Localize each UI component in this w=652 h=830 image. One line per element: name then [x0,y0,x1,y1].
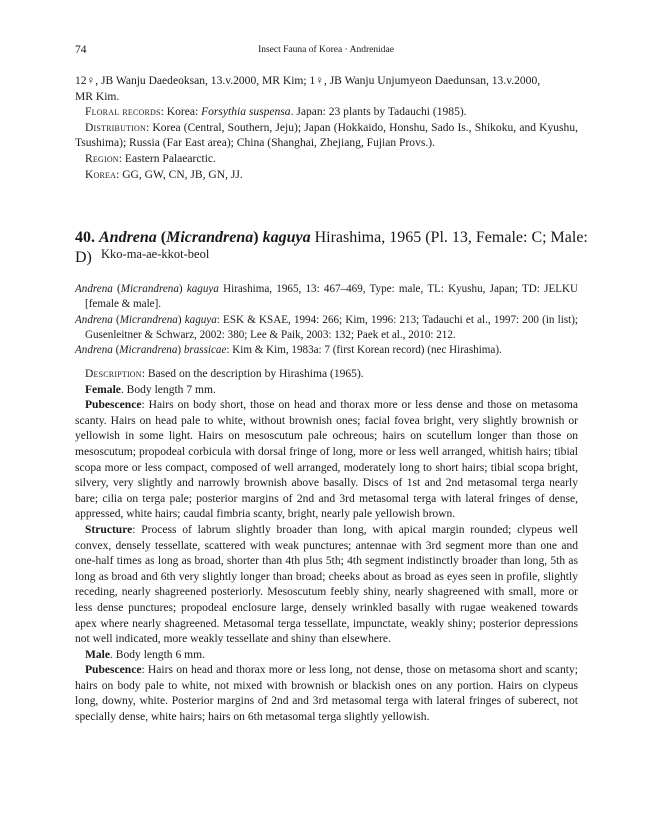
distribution-label: Distribution [85,121,146,134]
species-genus: Andrena [99,229,157,246]
species-subgenus: Micrandrena [166,229,254,246]
female-label: Female [85,383,121,396]
pubescence-label: Pubescence [85,399,142,412]
species-author-plate: Hirashima, 1965 (Pl. 13, Female: C; Male: D) [75,229,588,266]
records-line-2: MR Kim. [75,90,120,103]
syn-epithet: kaguya [184,313,217,326]
syn-text: : Kim & Kim, 1983a: 7 (first Korean record) (nec Hirashima). [226,344,502,357]
running-header: Insect Fauna of Korea · Andrenidae [258,45,394,55]
korea-provinces [75,168,578,184]
korean-common-name: Kko-ma-ae-kkot-beol [101,247,210,261]
floral-prefix: : Korea: [160,106,202,119]
region [75,152,578,168]
structure-text: : Process of labrum slightly broader than long, with apical margin rounded; clypeus well convex, densely tessellate, scattered with weak punctures; antennae with 3rd segment more than one and one-half times as long as broad, shorter than 4th plus 5th; 4th segment indistinctly broader than long, 5th as long as broad and 6th very slightly longer than broad; cheeks about as broad as eyes seen in profile, slightly receding, nearly shagreened posteriorly. Mesoscutum feebly shiny, nearly shagreened with small, more or less dense punctures; propodeal enclosure large, densely wrinkled basally with rugae weakened towards apex where nearly shagreened. Metasomal terga tessellate, impunctate, weakly shiny; posterior depressions not well indicated, more weakly tessellate and shiny than elsewhere. [75,523,578,646]
region-text: : Eastern Palaearctic. [118,152,216,165]
syn-subgenus: Micrandrena [119,344,178,357]
male-label: Male [85,648,111,661]
syn-text: : ESK & KSAE, 1994: 266; Kim, 1996: 213; Tadauchi et al., 1997: 200 (in list); Gusenleitner & Schwarz, 2002: 380; Lee & Paik, 2003: 132; Paek et al., 2010: 212. [85,313,578,341]
syn-subgenus: Micrandrena [119,313,178,326]
synonymy-entry: Andrena (Micrandrena) kaguya: ESK & KSAE, 1994: 266; Kim, 1996: 213; Tadauchi et al., 1997: 200 (in list); Gusenleitner & Schwarz, 2002: 380; Lee & Paik, 2003: 132; Paek et al., 2010: 212. [75,313,578,341]
korea-text: : GG, GW, CN, JB, GN, JJ. [116,168,243,181]
male-heading [75,648,578,664]
male-pubescence [75,663,578,725]
female-heading [75,383,578,399]
description-intro [75,367,578,383]
species-heading: 40. Andrena (Micrandrena) kaguya Hirashima, 1965 (Pl. 13, Female: C; Male: D) [75,229,588,266]
structure-label: Structure [85,523,133,536]
species-description [75,367,578,726]
male-pubescence-label: Pubescence [85,664,142,677]
species-epithet: kaguya [262,229,311,246]
syn-genus: Andrena [75,283,113,295]
page-number: 74 [75,44,87,56]
syn-epithet: kaguya [186,283,219,295]
description-text: : Based on the description by Hirashima (1965). [141,368,364,380]
floral-rest: . Japan: 23 plants by Tadauchi (1985). [290,106,467,119]
syn-epithet: brassicae [183,344,227,357]
description-label: Description [85,368,142,380]
records-line-1: 12♀, JB Wanju Daedeoksan, 13.v.2000, MR Kim; 1♀, JB Wanju Unjumyeon Daedunsan, 13.v.2000, [75,75,541,87]
female-pubescence [75,398,578,523]
region-label: Region [85,152,119,165]
syn-text: Hirashima, 1965, 13: 467–469, Type: male, TL: Kyushu, Japan; TD: JELKU [female & male]. [85,283,579,311]
male-pubescence-text: : Hairs on head and thorax more or less long, not dense, those on metasoma short and scanty; hairs on body pale to white, not mixed with brownish or blackish ones on any portion. Hairs on clypeus long, downy, white. Posterior margins of 2nd and 3rd metasomal terga with lateral fringes of suberect, not specially dense, white hairs; hairs on 6th metasomal terga slightly yellowish. [75,664,578,724]
syn-genus: Andrena [75,344,113,357]
synonymy-entry: Andrena (Micrandrena) brassicae: Kim & Kim, 1983a: 7 (first Korean record) (nec Hirashima). [75,344,502,357]
synonymy-entry: Andrena (Micrandrena) kaguya Hirashima, 1965, 13: 467–469, Type: male, TL: Kyushu, Japan; TD: JELKU [female & male]. [75,283,579,311]
floral-label: Floral records [85,106,161,119]
syn-genus: Andrena [75,313,113,326]
male-text: . Body length 6 mm. [110,648,205,661]
species-number: 40. [75,229,95,246]
pubescence-text: : Hairs on body short, those on head and thorax more or less dense and those on metasoma scanty. Hairs on head pale to white, without brownish ones; facial fovea bright, very slightly brownish or yellowish in some light. Hairs on mesoscutum pale ochreous; hairs on scutellum longer than those on mesoscutum; propodeal corbicula with dorsal fringe of long, more or less well arranged, whitish hairs; tibial scopa more or less compact, composed of well arranged, moderately long to short hairs; tibial scopa bright, silvery, very slightly and narrowly brownish above basally. Discs of 1st and 2nd metasomal terga nearly bare; cilia on terga pale; posterior margins of 2nd and 3rd metasomal terga with lateral fringes of dense, appressed, white hairs; caudal fimbria scanty, bright, nearly pale yellowish brown. [75,399,578,521]
syn-subgenus: Micrandrena [120,283,179,295]
female-text: . Body length 7 mm. [120,383,216,396]
synonymy-list [75,282,578,358]
previous-species-records [75,74,578,183]
floral-plant: Forsythia suspensa [201,106,291,119]
distribution-text: : Korea (Central, Southern, Jeju); Japan (Hokkaido, Honshu, Sado Is., Shikoku, and Kyushu, Tsushima); Russia (Far East area); China (Shanghai, Zhejiang, Fujian Provs.). [75,121,578,150]
floral-records [75,105,578,121]
female-structure [75,523,578,648]
korea-label: Korea [85,168,117,181]
distribution [75,121,578,152]
